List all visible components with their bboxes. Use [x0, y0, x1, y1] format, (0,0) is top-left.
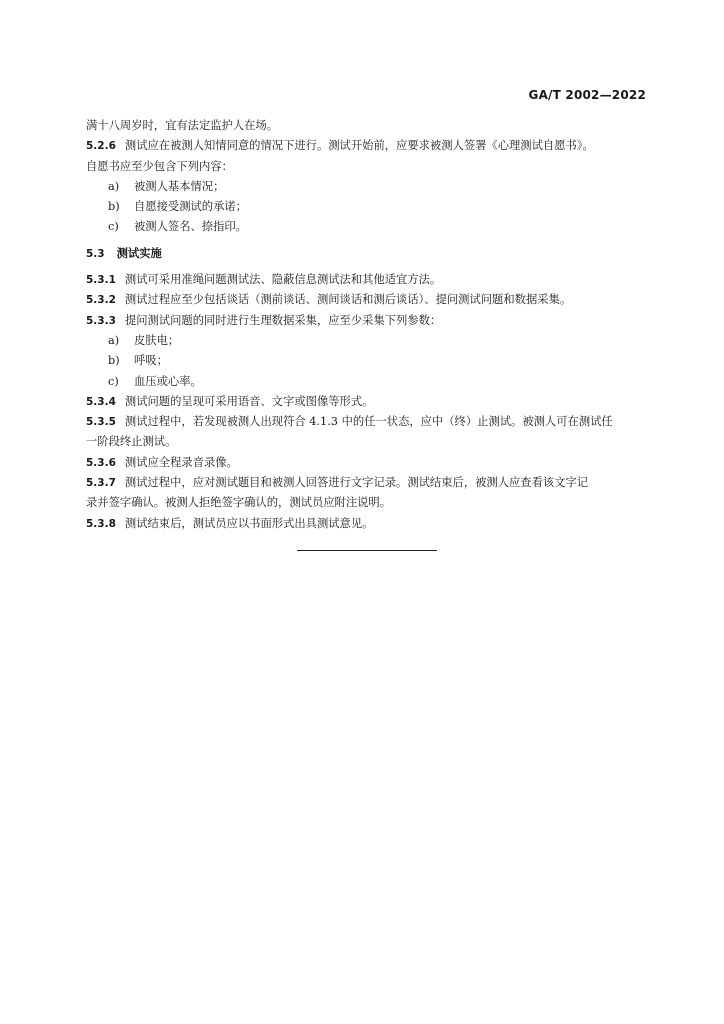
list-item: [86, 351, 648, 371]
list-marker: b): [108, 354, 120, 368]
clause-text: 测试应在被测人知情同意的情况下进行。测试开始前，应要求被测人签署《心理测试自愿书》。: [124, 139, 594, 153]
clause-text: 测试过程中，应对测试题目和被测人回答进行文字记录。测试结束后，被测人应查看该文字记: [124, 476, 589, 490]
clause-text: 测试问题的呈现可采用语音、文字或图像等形式。: [124, 394, 374, 408]
clause-number: 5.3.4: [86, 395, 116, 408]
page-content: [86, 116, 648, 534]
clause-number: 5.3.6: [86, 456, 116, 469]
section-title: 测试实施: [116, 246, 162, 260]
clause-number: 5.3.1: [86, 274, 116, 287]
list-marker: c): [108, 374, 119, 388]
clause-text: 提问测试问题的同时进行生理数据采集，应至少采集下列参数：: [124, 313, 442, 327]
clause-number: 5.3.2: [86, 294, 116, 307]
clause-text: 测试结束后，测试员应以书面形式出具测试意见。: [124, 516, 374, 530]
list-marker: a): [108, 333, 120, 347]
list-marker: c): [108, 220, 119, 234]
clause-text: 测试应全程录音录像。: [124, 455, 238, 469]
clause-text: 测试可采用准绳问题测试法、隐蔽信息测试法和其他适宜方法。: [124, 273, 442, 287]
section-heading: [86, 244, 648, 264]
list-item: [86, 331, 648, 351]
list-item: [86, 372, 648, 392]
list-item-text: 血压或心率。: [134, 374, 202, 388]
list-marker: b): [108, 200, 120, 214]
clause-text-continued: 自愿书应至少包含下列内容：: [86, 159, 233, 173]
list-item-text: 被测人签名、捺指印。: [134, 220, 247, 234]
clause-number: 5.3.7: [86, 477, 116, 490]
clause-number: 5.3.8: [86, 517, 116, 530]
list-item-text: 皮肤电；: [134, 333, 180, 347]
list-marker: a): [108, 179, 120, 193]
clause-5-3-5: [86, 412, 648, 453]
end-of-document-rule: [297, 550, 437, 551]
doc-code-header: GA/T 2002—2022: [528, 88, 646, 102]
clause-text: 测试过程应至少包括谈话（测前谈话、测间谈话和测后谈话）、提问测试问题和数据采集。: [124, 293, 572, 307]
clause-5-3-8: [86, 514, 648, 534]
clause-number: 5.2.6: [86, 140, 116, 153]
list-item-text: 呼吸；: [134, 354, 168, 368]
clause-number: 5.3.3: [86, 314, 116, 327]
list-item: [86, 217, 648, 237]
clause-5-3-3: [86, 311, 648, 331]
list-item-text: 被测人基本情况；: [134, 179, 225, 193]
clause-5-3-2: [86, 290, 648, 310]
clause-5-3-4: [86, 392, 648, 412]
list-item-text: 自愿接受测试的承诺；: [134, 200, 247, 214]
clause-text: 测试过程中，若发现被测人出现符合 4.1.3 中的任一状态，应中（终）止测试。被测人可在测试任: [124, 415, 613, 429]
clause-number: 5.3.5: [86, 416, 116, 429]
clause-text-continued: 录并签字确认。被测人拒绝签字确认的，测试员应附注说明。: [86, 496, 392, 510]
list-item: [86, 197, 648, 217]
list-item: [86, 177, 648, 197]
paragraph-continuation: 满十八周岁时，宜有法定监护人在场。: [86, 119, 279, 132]
clause-5-3-7: [86, 473, 648, 514]
clause-5-2-6: [86, 136, 648, 177]
clause-5-3-6: [86, 453, 648, 473]
clause-text-continued: 一阶段终止测试。: [86, 435, 177, 449]
clause-5-3-1: [86, 270, 648, 290]
section-number: 5.3: [86, 247, 105, 260]
